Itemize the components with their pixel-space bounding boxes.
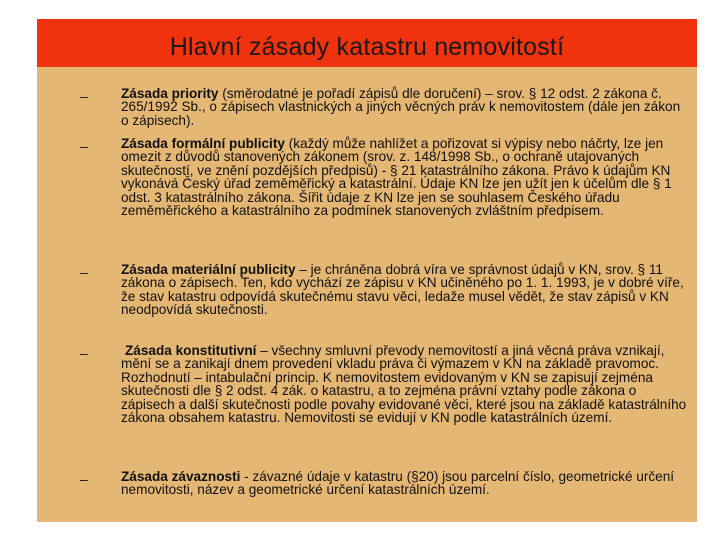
item-heading: Zásada priority <box>121 86 219 101</box>
bullet-dash: – <box>80 88 88 104</box>
bullet-dash: – <box>80 138 88 154</box>
bullet-dash: – <box>80 345 88 361</box>
list-item <box>121 344 687 424</box>
list-item <box>121 263 687 317</box>
item-text: (směrodatné je pořadí zápisů dle doručení) – srov. § 12 odst. 2 zákona č. 265/1992 Sb., o zápisech vlastnických a jiných věcných práv k nemovitostem (dále jen zákon o zápisech). <box>121 86 681 128</box>
item-text: (každý může nahlížet a pořizovat si výpisy nebo náčrty, lze jen omezit z důvodů stanovených zákonem (srov. z. 148/1998 Sb., o ochraně utajovaných skutečností, ve znění pozdějších předpisů) - § 21 katastrálního zákona. Právo k údajům KN vykonává Český úřad zeměměřický a katastrální. Údaje KN lze jen užít jen k účelům dle § 1 odst. 3 katastrálního zákona. Šířit údaje z KN lze jen se souhlasem Českého úřadu zeměměřického a katastrálního za podmínek stanovených zvláštním předpisem. <box>121 136 672 219</box>
slide-title: Hlavní zásady katastru nemovitostí <box>169 33 565 61</box>
item-heading: Zásada konstitutivní <box>125 343 257 358</box>
item-text: - závazné údaje v katastru (§20) jsou parcelní číslo, geometrické určení nemovitosti, název a geometrické určení katastrálních území. <box>121 469 675 498</box>
bullet-dash: – <box>80 264 88 280</box>
item-heading: Zásada závaznosti <box>121 469 241 484</box>
item-heading: Zásada materiální publicity <box>121 262 296 277</box>
item-text: – všechny smluvní převody nemovitostí a jiná věcná práva vznikají, mění se a zanikají dnem provedení vkladu práva či výmazem v KN na základě pravomoc. Rozhodnutí – intabulační princip. K nemovitostem evidovaným v KN se zapisují zejména skutečnosti dle § 2 odst. 4 zák. o katastru, a to zejména právní vztahy podle zákona o zápisech a další skutečnosti podle povahy evidované věci, které jsou na základě katastrálního zákona obsahem katastru. Nemovitosti se evidují v KN podle katastrálních území. <box>121 343 687 426</box>
item-text: – je chráněna dobrá víra ve správnost údajů v KN, srov. § 11 zákona o zápisech. Ten, kdo vychází ze zápisu v KN učiněného po 1. 1. 1993, je v dobré víře, že stav katastru odpovídá skutečnému stavu věci, ledaže musel vědět, že stav zápisů v KN neodpovídá skutečnosti. <box>121 262 684 318</box>
item-heading: Zásada formální publicity <box>121 136 285 151</box>
title-bar <box>37 19 697 67</box>
bullet-dash: – <box>80 471 88 487</box>
list-item <box>121 470 687 497</box>
list-item <box>121 137 687 217</box>
list-item <box>121 87 687 127</box>
